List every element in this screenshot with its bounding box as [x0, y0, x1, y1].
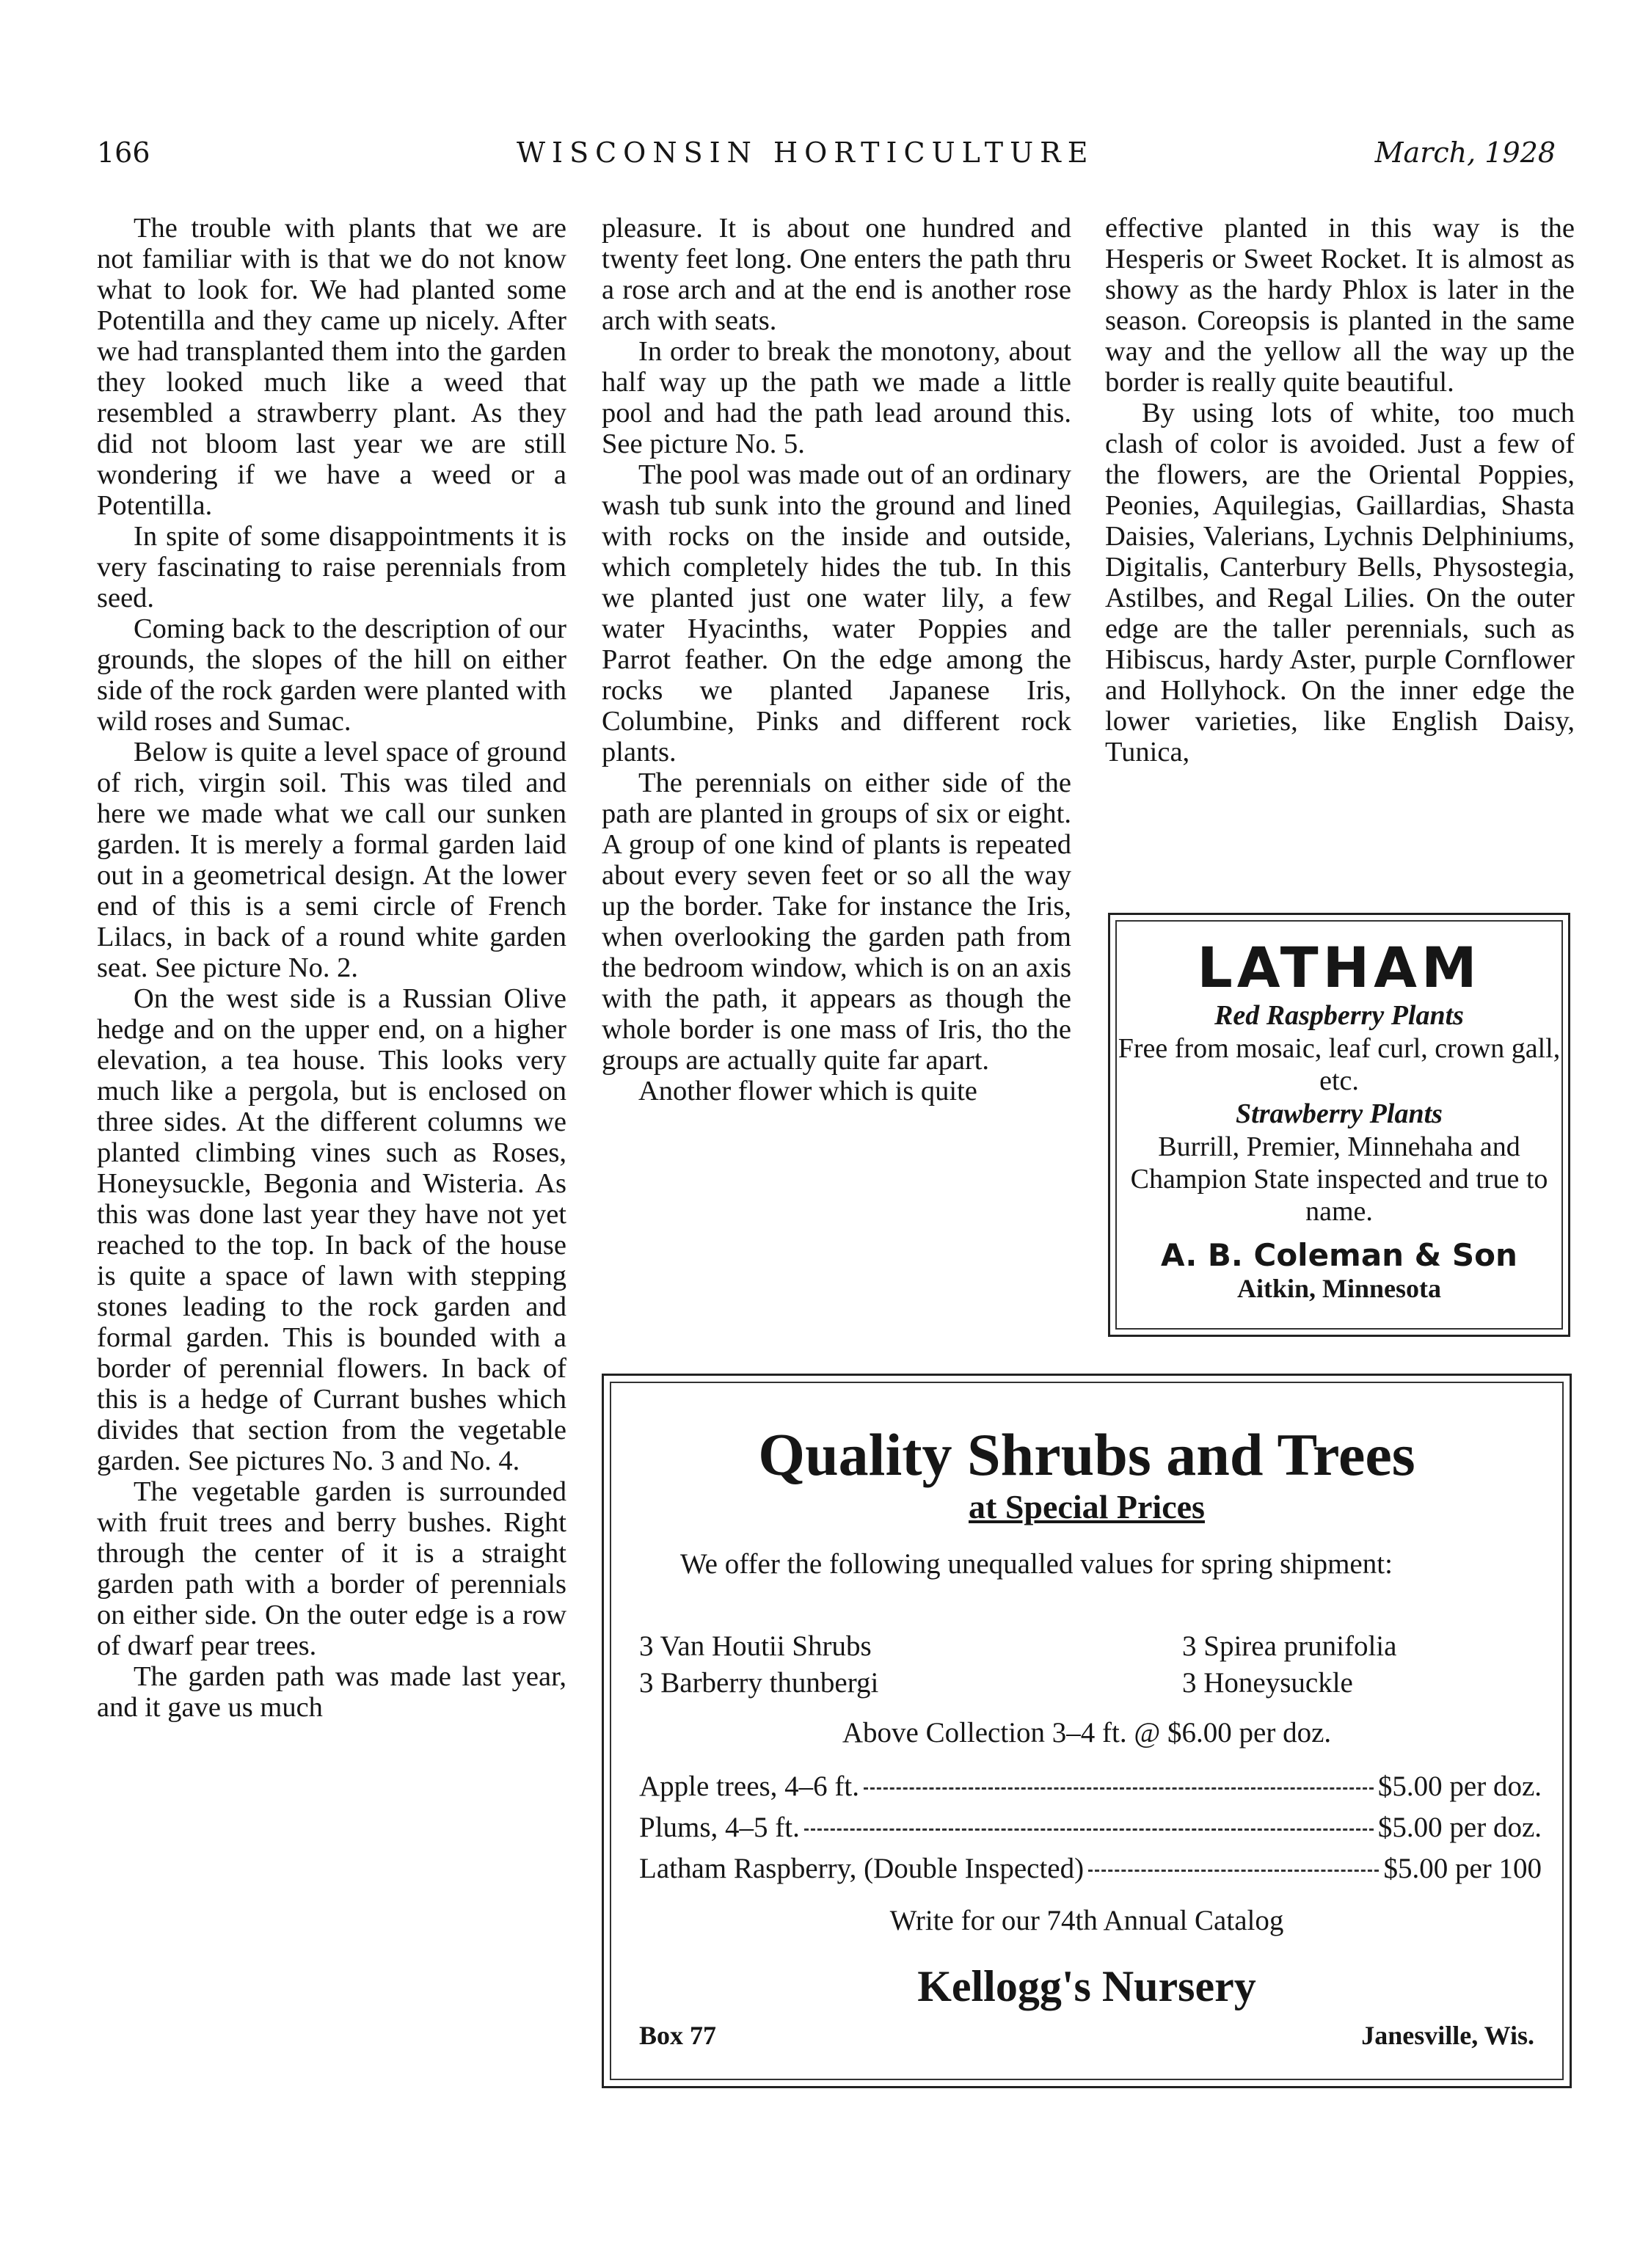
article-paragraph: The pool was made out of an ordinary wash tub sunk into the ground and lined with rocks on the inside and outside, which completely hides the tub. In this we planted just one water lily, a few water Hyacinths, water Poppies and Parrot feather. On the edge among the rocks we planted Japanese Iris, Columbine, Pinks and different rock plants.	[602, 459, 1071, 767]
article-paragraph: By using lots of white, too much clash of color is avoided. Just a few of the flowers, are the Oriental Poppies, Peonies, Aquilegias, Gaillardias, Shasta Daisies, Valerians, Lychnis Delphiniums, Digitalis, Canterbury Bells, Physostegia, Astilbes, and Regal Lilies. On the outer edge are the taller perennials, such as Hibiscus, hardy Aster, purple Cornflower and Hollyhock. On the inner edge the lower varieties, like English Daisy, Tunica,	[1105, 398, 1575, 767]
price-value: $5.00 per doz.	[1377, 1812, 1542, 1843]
latham-advertisement	[1108, 913, 1570, 1337]
collection-price: Above Collection 3–4 ft. @ $6.00 per doz.	[842, 1717, 1332, 1749]
article-paragraph: In order to break the monotony, about half way up the path we made a little pool and had the path lead around this. See picture No. 5.	[602, 336, 1071, 459]
article-paragraph: Another flower which is quite	[638, 1076, 977, 1106]
nursery-box: Box 77	[639, 2021, 717, 2050]
latham-ad-location: Aitkin, Minnesota	[1236, 1274, 1442, 1303]
page-header	[97, 136, 1556, 181]
collection-item: 3 Spirea prunifolia	[1182, 1630, 1397, 1662]
catalog-offer: Write for our 74th Annual Catalog	[889, 1905, 1284, 1936]
price-row	[639, 1848, 1542, 1889]
kellogg-advertisement	[602, 1374, 1572, 2088]
collection-row	[639, 1665, 1542, 1702]
price-value: $5.00 per doz.	[1377, 1771, 1542, 1802]
latham-ad-text: Free from mosaic, leaf curl, crown gall, etc.	[1118, 1033, 1561, 1096]
article-paragraph: Coming back to the description of our grounds, the slopes of the hill on either side of the rock garden were planted with wild roses and Sumac.	[97, 613, 566, 737]
kellogg-ad-title: Quality Shrubs and Trees	[758, 1421, 1415, 1488]
nursery-town: Janesville, Wis.	[1361, 2021, 1534, 2050]
leader-dots	[1088, 1870, 1379, 1872]
article-paragraph: effective planted in this way is the Hesperis or Sweet Rocket. It is almost as showy as the hardy Phlox is later in the season. Coreopsis is planted in the same way and the yellow all the way up the border is really quite beautiful.	[1105, 213, 1575, 398]
leader-dots	[804, 1828, 1374, 1831]
price-row	[639, 1766, 1542, 1807]
article-paragraph: The vegetable garden is surrounded with fruit trees and berry bushes. Right through the center of it is a straight garden path with a border of perennials on either side. On the outer edge is a row of dwarf pear trees.	[97, 1476, 566, 1661]
latham-ad-subtitle: Red Raspberry Plants	[1214, 1000, 1464, 1031]
leader-dots	[864, 1787, 1374, 1790]
nursery-name: Kellogg's Nursery	[917, 1962, 1256, 2010]
article-column-1	[97, 213, 566, 1723]
article-paragraph: On the west side is a Russian Olive hedge and on the upper end, on a higher elevation, a tea house. This looks very much like a pergola, but is enclosed on three sides. At the different columns we planted climbing vines such as Roses, Honeysuckle, Begonia and Wisteria. As this was done last year they have not yet reached to the top. In back of the house is quite a space of lawn with stepping stones leading to the rock garden and formal garden. This is bounded with a border of perennial flowers. In back of this is a hedge of Currant bushes which divides that section from the vegetable garden. See pictures No. 3 and No. 4.	[97, 983, 566, 1476]
latham-ad-company: A. B. Coleman & Son	[1161, 1237, 1517, 1273]
price-row	[639, 1807, 1542, 1848]
collection-list	[639, 1628, 1542, 1702]
collection-item: 3 Honeysuckle	[1182, 1667, 1353, 1699]
kellogg-ad-subtitle	[604, 1487, 1570, 1526]
latham-ad-title: LATHAM	[1197, 935, 1481, 1000]
price-item: Apple trees, 4–6 ft.	[639, 1771, 860, 1802]
page-number: 166	[97, 136, 150, 169]
article-paragraph: In spite of some disappointments it is very fascinating to raise perennials from seed.	[97, 521, 566, 613]
kellogg-ad-intro: We offer the following unequalled values for spring shipment:	[680, 1548, 1393, 1580]
article-column-3	[1105, 213, 1575, 767]
article-paragraph: Below is quite a level space of ground of rich, virgin soil. This was tiled and here we made what we call our sunken garden. It is merely a formal garden laid out in a geometrical design. At the lower end of this is a semi circle of French Lilacs, in back of a round white garden seat. See picture No. 2.	[97, 737, 566, 983]
article-paragraph: The trouble with plants that we are not familiar with is that we do not know what to look for. We had planted some Potentilla and they came up nicely. After we had transplanted them into the garden they looked much like a weed that resembled a strawberry plant. As they did not bloom last year we are still wondering if we have a weed or a Potentilla.	[97, 213, 566, 521]
article-column-2	[602, 213, 1071, 1106]
article-paragraph: The garden path was made last year, and it gave us much	[97, 1661, 566, 1723]
price-list	[639, 1766, 1542, 1889]
price-item: Plums, 4–5 ft.	[639, 1812, 800, 1843]
article-paragraph: The perennials on either side of the path are planted in groups of six or eight. A group of one kind of plants is repeated about every seven feet or so all the way up the border. Take for instance the Iris, when overlooking the garden path from the bedroom window, which is on an axis with the path, it appears as though the whole border is one mass of Iris, tho the groups are actually quite far apart.	[602, 767, 1071, 1076]
price-value: $5.00 per 100	[1383, 1853, 1542, 1884]
issue-date: March, 1928	[1374, 136, 1556, 169]
kellogg-ad-subtitle-text: at Special Prices	[969, 1488, 1205, 1525]
journal-title: WISCONSIN HORTICULTURE	[517, 136, 1095, 169]
article-paragraph: pleasure. It is about one hundred and twenty feet long. One enters the path thru a rose arch and at the end is another rose arch with seats.	[602, 213, 1071, 336]
collection-item: 3 Van Houtii Shrubs	[639, 1630, 872, 1662]
price-item: Latham Raspberry, (Double Inspected)	[639, 1853, 1085, 1884]
collection-item: 3 Barberry thunbergi	[639, 1667, 879, 1699]
collection-row	[639, 1628, 1542, 1665]
latham-ad-text: Burrill, Premier, Minnehaha and Champion State inspected and true to name.	[1130, 1131, 1548, 1227]
latham-ad-subtitle: Strawberry Plants	[1236, 1098, 1443, 1129]
